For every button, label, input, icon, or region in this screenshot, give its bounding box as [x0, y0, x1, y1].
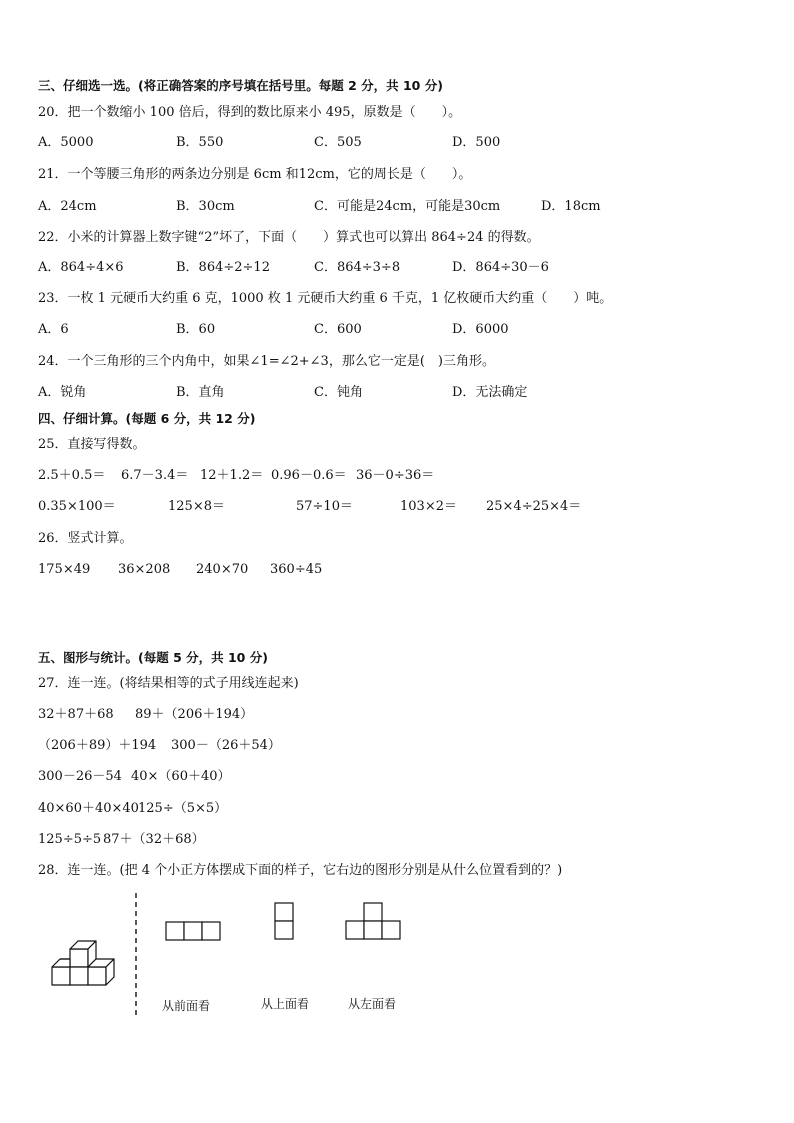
- calc-item: 6.7－3.4＝: [121, 468, 189, 483]
- calc-item: 36－0÷36＝: [356, 468, 435, 483]
- q21-option-b: B．30cm: [176, 199, 235, 214]
- vertical-calc-item: 175×49: [38, 562, 91, 577]
- vertical-calc-item: 240×70: [196, 562, 249, 577]
- match-right-item: 87＋（32＋68）: [103, 832, 205, 847]
- calc-item: 103×2＝: [400, 499, 457, 514]
- calc-item: 0.96－0.6＝: [271, 468, 347, 483]
- match-left-item: 125÷5÷5: [38, 832, 102, 847]
- top-view-figure: [274, 902, 296, 942]
- section-3-heading: 三、仔细选一选。(将正确答案的序号填在括号里。每题 2 分，共 10 分): [38, 78, 443, 93]
- match-right-item: 125÷（5×5）: [138, 801, 228, 816]
- match-right-item: 89＋（206＋194）: [135, 707, 254, 722]
- q24-option-a: A．锐角: [38, 385, 87, 400]
- question-21: 21．一个等腰三角形的两条边分别是 6cm 和12cm，它的周长是（ ）。: [38, 167, 472, 182]
- caption-left-view: 从左面看: [348, 997, 397, 1011]
- q24-option-c: C．钝角: [314, 385, 363, 400]
- q21-option-c: C．可能是24cm，可能是30cm: [314, 199, 501, 214]
- q23-option-d: D．6000: [452, 322, 509, 337]
- question-20: 20．把一个数缩小 100 倍后，得到的数比原来小 495，原数是（ ）。: [38, 105, 462, 120]
- section-5-heading: 五、图形与统计。(每题 5 分，共 10 分): [38, 650, 268, 665]
- q24-option-b: B．直角: [176, 385, 225, 400]
- match-left-item: （206＋89）＋194: [38, 738, 157, 753]
- q20-option-b: B．550: [176, 135, 224, 150]
- match-right-item: 40×（60＋40）: [131, 769, 231, 784]
- match-left-item: 40×60＋40×40: [38, 801, 139, 816]
- dashed-divider: [134, 893, 138, 1015]
- caption-front-view: 从前面看: [162, 999, 211, 1013]
- vertical-calc-item: 36×208: [118, 562, 171, 577]
- question-27-title: 27．连一连。(将结果相等的式子用线连起来): [38, 676, 299, 691]
- question-25-title: 25．直接写得数。: [38, 437, 146, 452]
- q21-option-a: A．24cm: [38, 199, 97, 214]
- front-view-figure: [165, 920, 223, 942]
- q23-option-c: C．600: [314, 322, 362, 337]
- question-22: 22．小米的计算器上数字键“2”坏了，下面（ ）算式也可以算出 864÷24 的得数。: [38, 230, 540, 245]
- question-24: 24．一个三角形的三个内角中，如果∠1=∠2+∠3，那么它一定是( )三角形。: [38, 354, 495, 369]
- calc-item: 57÷10＝: [296, 499, 353, 514]
- calc-item: 125×8＝: [168, 499, 225, 514]
- q22-option-a: A．864÷4×6: [38, 260, 124, 275]
- q24-option-d: D．无法确定: [452, 385, 528, 400]
- question-23: 23．一枚 1 元硬币大约重 6 克，1000 枚 1 元硬币大约重 6 千克，1 亿枚硬币大约重（ ）吨。: [38, 291, 613, 306]
- question-28-title: 28．连一连。(把 4 个小正方体摆成下面的样子，它右边的图形分别是从什么位置看到的？): [38, 863, 563, 878]
- q20-option-d: D．500: [452, 135, 501, 150]
- q23-option-b: B．60: [176, 322, 216, 337]
- q22-option-d: D．864÷30－6: [452, 260, 549, 275]
- calc-item: 12＋1.2＝: [200, 468, 264, 483]
- q20-option-c: C．505: [314, 135, 362, 150]
- cube-arrangement-figure: [40, 935, 130, 1005]
- caption-top-view: 从上面看: [261, 997, 310, 1011]
- section-4-heading: 四、仔细计算。(每题 6 分，共 12 分): [38, 411, 256, 426]
- q21-option-d: D．18cm: [541, 199, 601, 214]
- q23-option-a: A．6: [38, 322, 69, 337]
- calc-item: 2.5＋0.5＝: [38, 468, 106, 483]
- q20-option-a: A．5000: [38, 135, 94, 150]
- calc-item: 0.35×100＝: [38, 499, 116, 514]
- left-view-figure: [345, 902, 403, 942]
- q22-option-c: C．864÷3÷8: [314, 260, 401, 275]
- question-26-title: 26．竖式计算。: [38, 531, 133, 546]
- match-left-item: 300－26－54: [38, 769, 122, 784]
- match-left-item: 32＋87＋68: [38, 707, 114, 722]
- vertical-calc-item: 360÷45: [270, 562, 323, 577]
- q22-option-b: B．864÷2÷12: [176, 260, 270, 275]
- calc-item: 25×4÷25×4＝: [486, 499, 582, 514]
- match-right-item: 300－（26＋54）: [171, 738, 281, 753]
